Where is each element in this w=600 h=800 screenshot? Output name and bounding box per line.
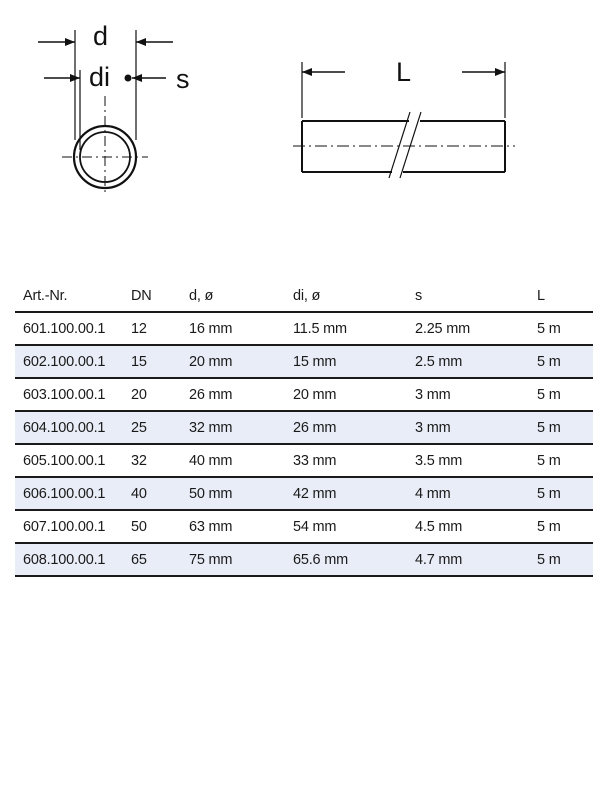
cell-art-nr: 606.100.00.1 bbox=[15, 477, 131, 510]
table-row bbox=[15, 378, 593, 411]
pipe-dimension-diagram bbox=[0, 0, 600, 230]
cell-art-nr: 601.100.00.1 bbox=[15, 312, 131, 345]
cell-l: 5 m bbox=[537, 345, 593, 378]
cell-art-nr: 607.100.00.1 bbox=[15, 510, 131, 543]
cell-di: 11.5 mm bbox=[293, 312, 415, 345]
cross-section-diagram bbox=[38, 30, 173, 192]
cell-l: 5 m bbox=[537, 411, 593, 444]
cell-d: 63 mm bbox=[189, 510, 293, 543]
table-row bbox=[15, 477, 593, 510]
cell-s: 4 mm bbox=[415, 477, 537, 510]
table-row bbox=[15, 411, 593, 444]
cell-d: 16 mm bbox=[189, 312, 293, 345]
cell-art-nr: 602.100.00.1 bbox=[15, 345, 131, 378]
cell-s: 2.25 mm bbox=[415, 312, 537, 345]
cell-di: 33 mm bbox=[293, 444, 415, 477]
cell-dn: 20 bbox=[131, 378, 189, 411]
table-header-row bbox=[15, 281, 593, 312]
cell-d: 75 mm bbox=[189, 543, 293, 576]
cell-d: 40 mm bbox=[189, 444, 293, 477]
cell-l: 5 m bbox=[537, 510, 593, 543]
header-art-nr: Art.-Nr. bbox=[15, 281, 131, 312]
label-d: d bbox=[93, 21, 109, 51]
cell-s: 3.5 mm bbox=[415, 444, 537, 477]
label-L: L bbox=[396, 57, 412, 87]
cell-l: 5 m bbox=[537, 444, 593, 477]
cell-art-nr: 603.100.00.1 bbox=[15, 378, 131, 411]
cell-dn: 12 bbox=[131, 312, 189, 345]
cell-l: 5 m bbox=[537, 477, 593, 510]
label-di: di bbox=[89, 62, 111, 92]
cell-art-nr: 605.100.00.1 bbox=[15, 444, 131, 477]
cell-art-nr: 608.100.00.1 bbox=[15, 543, 131, 576]
pipe-spec-table bbox=[15, 281, 593, 577]
header-l: L bbox=[537, 281, 593, 312]
cell-l: 5 m bbox=[537, 378, 593, 411]
header-d: d, ø bbox=[189, 281, 293, 312]
cell-di: 54 mm bbox=[293, 510, 415, 543]
cell-dn: 40 bbox=[131, 477, 189, 510]
header-s: s bbox=[415, 281, 537, 312]
cell-art-nr: 604.100.00.1 bbox=[15, 411, 131, 444]
cell-d: 32 mm bbox=[189, 411, 293, 444]
cell-d: 26 mm bbox=[189, 378, 293, 411]
cell-s: 3 mm bbox=[415, 411, 537, 444]
cell-dn: 15 bbox=[131, 345, 189, 378]
cell-d: 20 mm bbox=[189, 345, 293, 378]
header-di: di, ø bbox=[293, 281, 415, 312]
table-row bbox=[15, 345, 593, 378]
cell-d: 50 mm bbox=[189, 477, 293, 510]
cell-dn: 65 bbox=[131, 543, 189, 576]
header-dn: DN bbox=[131, 281, 189, 312]
cell-dn: 25 bbox=[131, 411, 189, 444]
cell-di: 65.6 mm bbox=[293, 543, 415, 576]
table-row bbox=[15, 543, 593, 576]
cell-s: 4.5 mm bbox=[415, 510, 537, 543]
cell-l: 5 m bbox=[537, 543, 593, 576]
cell-di: 20 mm bbox=[293, 378, 415, 411]
cell-di: 26 mm bbox=[293, 411, 415, 444]
cell-s: 3 mm bbox=[415, 378, 537, 411]
cell-dn: 32 bbox=[131, 444, 189, 477]
cell-dn: 50 bbox=[131, 510, 189, 543]
table-row bbox=[15, 444, 593, 477]
table-row bbox=[15, 510, 593, 543]
cell-s: 4.7 mm bbox=[415, 543, 537, 576]
cell-s: 2.5 mm bbox=[415, 345, 537, 378]
label-s: s bbox=[176, 64, 190, 94]
cell-di: 15 mm bbox=[293, 345, 415, 378]
cell-di: 42 mm bbox=[293, 477, 415, 510]
table-row bbox=[15, 312, 593, 345]
cell-l: 5 m bbox=[537, 312, 593, 345]
